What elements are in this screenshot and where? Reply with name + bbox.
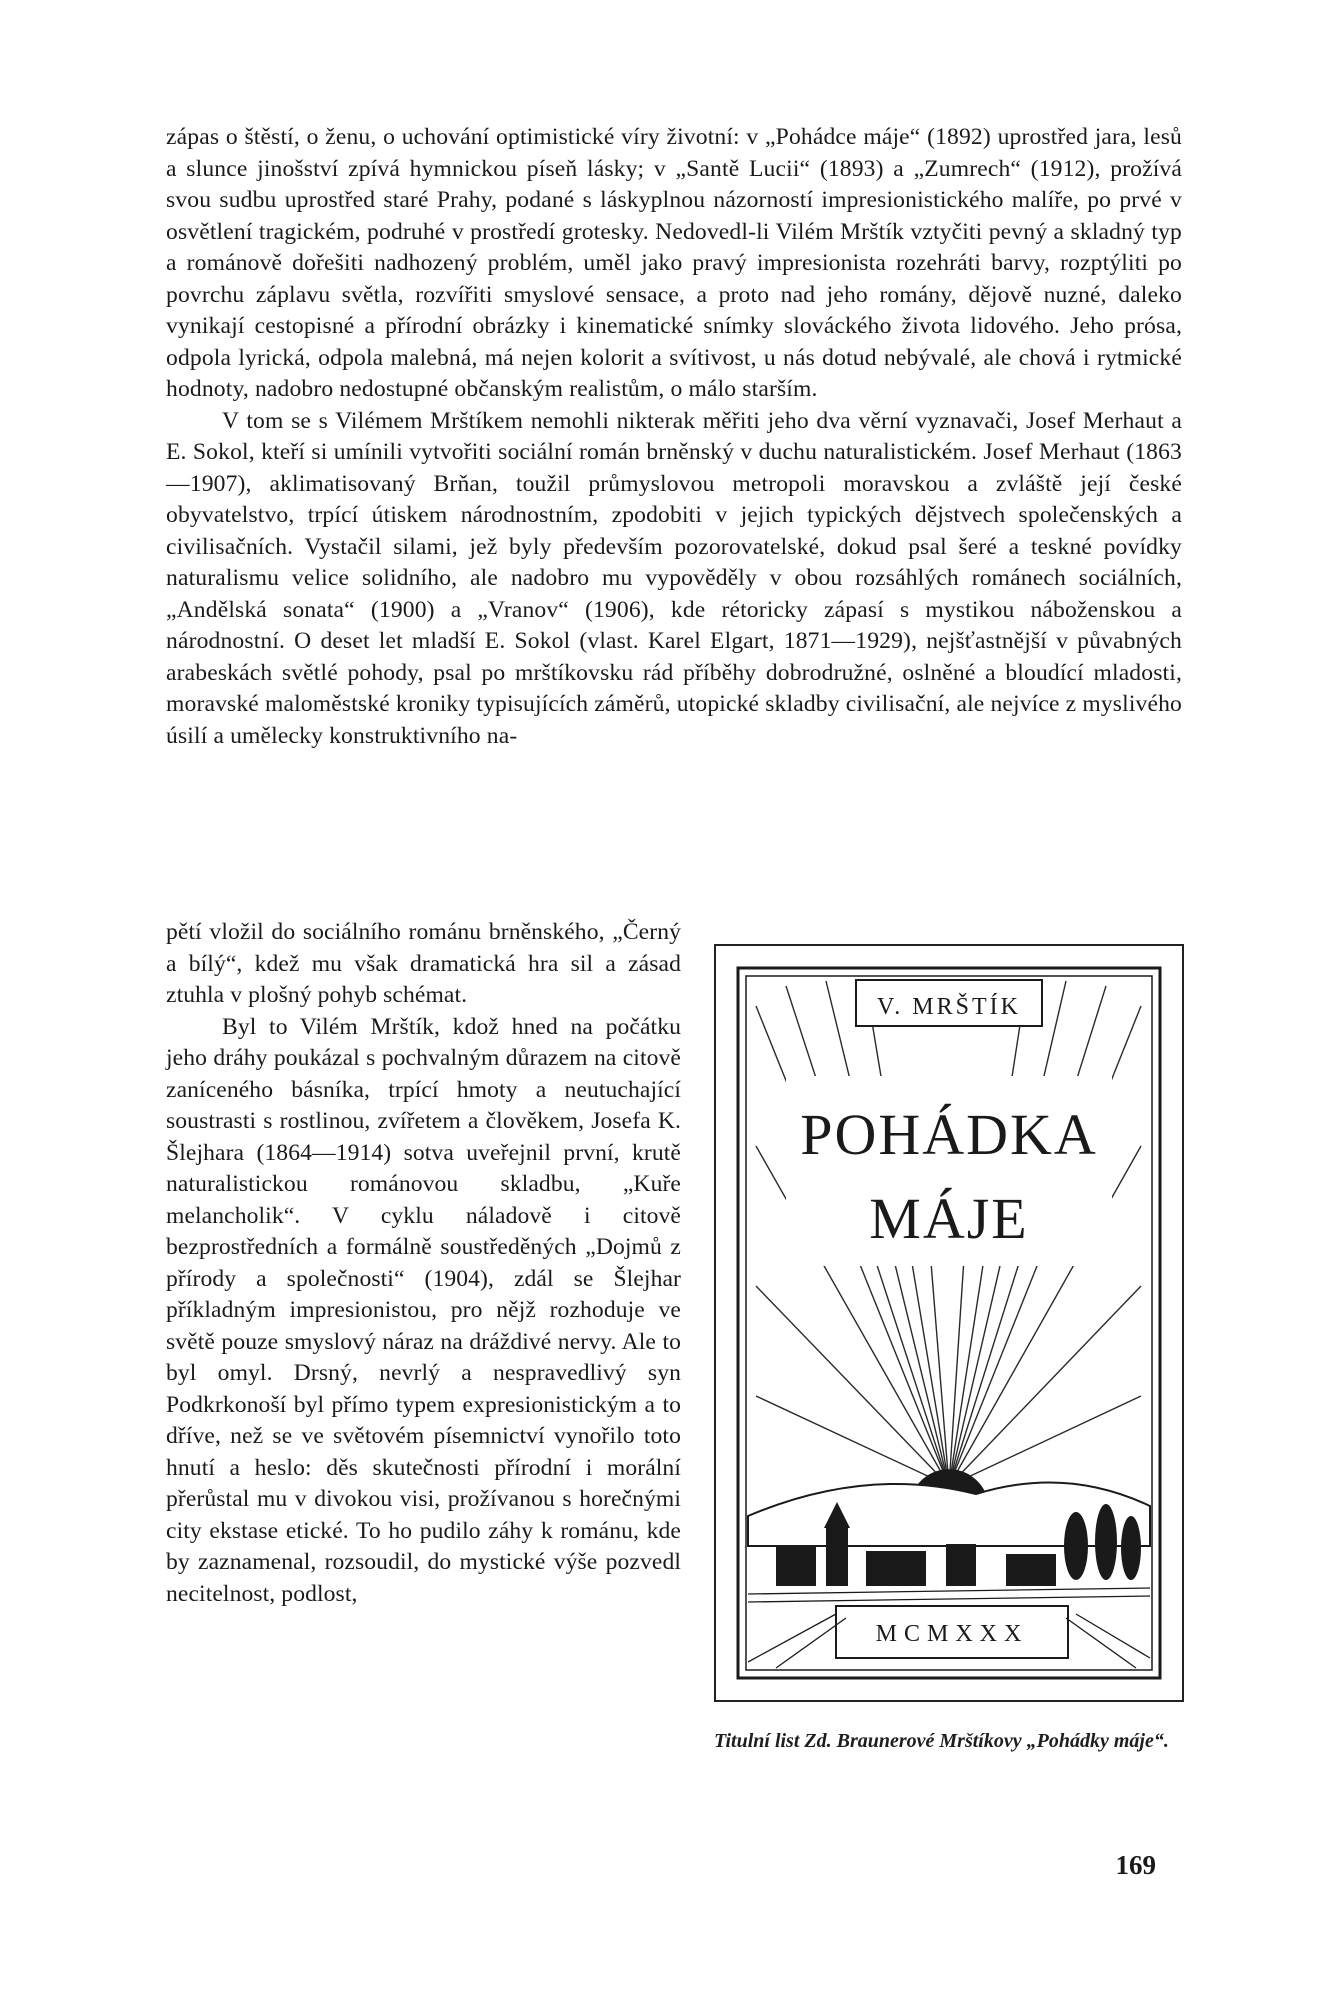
- main-text-block: [166, 122, 1182, 752]
- side-text-column: [166, 917, 681, 1610]
- paragraph-3: Byl to Vilém Mrštík, kdož hned na počátku jeho dráhy poukázal s pochvalným důrazem na citově zaníceného básníka, trpící hmoty a neutuchající soustrasti s rostlinou, zvířetem a člověkem, Josefa K. Šlejhara (1864—1914) sotva uveřejnil první, krutě naturalistickou románovou skladbu, „Kuře melancholik“. V cyklu náladově i citově bezprostředních a formálně soustředěných „Dojmů z přírody a společnosti“ (1904), zdál se Šlejhar příkladným impresionistou, pro nějž rozhoduje ve světě pouze smyslový náraz na dráždivé nervy. Ale to byl omyl. Drsný, nevrlý a nespravedlivý syn Podkrkonoší byl přímo typem expresionistickým a to dříve, než se ve světovém písemnictví vynořilo toto hnutí a heslo: děs skutečnosti přírodní i morální přerůstal mu v divokou visi, prožívanou s horečnými city ekstase etické. To ho pudilo záhy k románu, kde by zaznamenal, rozsoudil, do mystické výše pozvedl necitelnost, podlost,: [166, 1013, 681, 1607]
- paragraph-2-continuation: pětí vložil do sociálního románu brněnského, „Černý a bílý“, kdež mu však dramatická hra sil a zásad ztuhla v plošný pohyb schémat.: [166, 919, 681, 1008]
- woodcut-illustration: [716, 946, 1182, 1700]
- hills: [748, 1482, 1150, 1546]
- figure-title-line-2: MÁJE: [869, 1186, 1029, 1251]
- page-number: 169: [1115, 1850, 1156, 1880]
- figure-year: MCMXXX: [875, 1621, 1029, 1647]
- figure-author: V. MRŠTÍK: [877, 994, 1021, 1020]
- paragraph-2: V tom se s Vilémem Mrštíkem nemohli nikterak měřiti jeho dva věrní vyznavači, Josef Merhaut a E. Sokol, kteří si umínili vytvořiti sociální román brněnský v duchu naturalistickém. Josef Merhaut (1863—1907), aklimatisovaný Brňan, toužil průmyslovou metropoli moravskou a zvláště její české obyvatelstvo, trpící útiskem národnostním, zpodobiti v jejich typických dějstvech společenských a civilisačních. Vystačil silami, jež byly především pozorovatelské, dokud psal šeré a teskné povídky naturalismu velice solidního, ale nadobro mu vypověděly v obou rozsáhlých románech sociálních, „Andělská sonata“ (1900) a „Vranov“ (1906), kde rétoricky zápasí s mystikou náboženskou a národnostní. O deset let mladší E. Sokol (vlast. Karel Elgart, 1871—1929), nejšťastnější v půvabných arabeskách světlé pohody, psal po mrštíkovsku rád příběhy dobrodružné, oslněné a bloudící mladosti, moravské maloměstské kroniky typisujících záměrů, utopické skladby civilisační, ale nejvíce z myslivého úsilí a umělecky konstruktivního na-: [166, 407, 1182, 749]
- figure-caption: Titulní list Zd. Braunerové Mrštíkovy „Pohádky máje“.: [714, 1730, 1169, 1752]
- title-page-illustration: [714, 944, 1184, 1702]
- paragraph-1: zápas o štěstí, o ženu, o uchování optimistické víry životní: v „Pohádce máje“ (1892) uprostřed jara, lesů a slunce jinošství zpívá hymnickou píseň lásky; v „Santě Lucii“ (1893) a „Zumrech“ (1912), prožívá svou sudbu uprostřed staré Prahy, podané s láskyplnou názorností impresionistického malíře, po prvé v osvětlení tragickém, podruhé v prostředí grotesky. Nedovedl-li Vilém Mrštík vztyčiti pevný a skladný typ a románově dořešiti nadhozený problém, uměl jako pravý impresionista rozehráti barvy, rozptýliti po povrchu záplavu světla, rozvířiti smyslové sensace, a proto nad jeho romány, dějově nuzné, daleko vynikají cestopisné a přírodní obrázky i kinematické snímky slováckého života lidového. Jeho prósa, odpola lyrická, odpola malebná, má nejen kolorit a svítivost, u nás dotud nebývalé, ale chová i rytmické hodnoty, nadobro nedostupné občanským realistům, o málo starším.: [166, 124, 1182, 402]
- figure-title-line-1: POHÁDKA: [800, 1102, 1098, 1167]
